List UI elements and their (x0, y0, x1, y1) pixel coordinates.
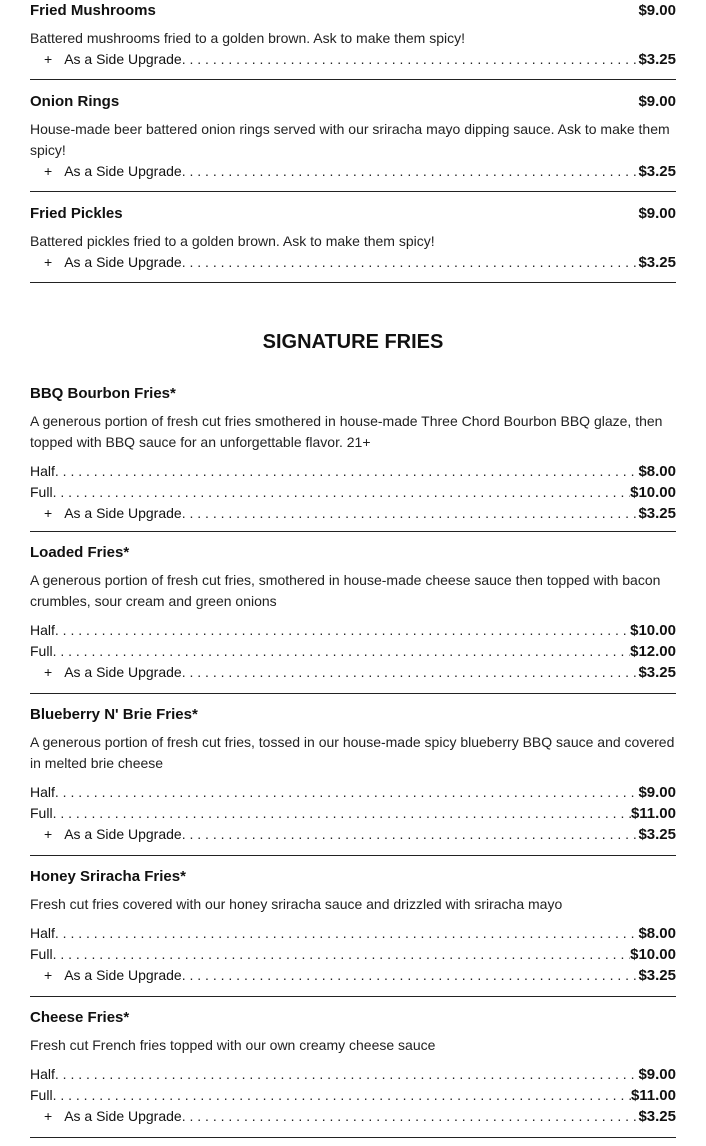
full-row (30, 1085, 676, 1106)
half-label: Half (30, 463, 55, 479)
menu-item (30, 0, 676, 80)
leader-dots (182, 503, 639, 524)
item-description: Battered mushrooms fried to a golden brown. Ask to make them spicy! (30, 30, 465, 46)
upgrade-price: $3.25 (638, 51, 676, 68)
item-description: Fresh cut fries covered with our honey sriracha sauce and drizzled with sriracha mayo (30, 896, 563, 912)
item-description: Battered pickles fried to a golden brown. Ask to make them spicy! (30, 233, 435, 249)
leader-dots (53, 944, 631, 965)
leader-dots (182, 662, 639, 683)
upgrade-row (30, 161, 676, 182)
plus-icon: + (44, 505, 53, 521)
item-name: Fried Pickles (30, 205, 123, 222)
menu-item (30, 80, 676, 192)
plus-icon: + (44, 826, 53, 842)
plus-icon: + (44, 1108, 53, 1124)
menu-item (30, 385, 676, 532)
upgrade-row (30, 49, 676, 70)
half-price: $9.00 (638, 1066, 676, 1083)
half-price: $8.00 (638, 925, 676, 942)
leader-dots (53, 1085, 631, 1106)
upgrade-label: As a Side Upgrade (64, 664, 182, 680)
upgrade-row (30, 1106, 676, 1127)
upgrade-label: As a Side Upgrade (64, 967, 182, 983)
half-label: Half (30, 622, 55, 638)
leader-dots (182, 252, 639, 273)
item-name: Fried Mushrooms (30, 2, 156, 19)
item-name: BBQ Bourbon Fries* (30, 385, 176, 402)
full-row (30, 944, 676, 965)
full-price: $11.00 (630, 805, 676, 822)
full-label: Full (30, 946, 53, 962)
item-description: Fresh cut French fries topped with our own creamy cheese sauce (30, 1037, 436, 1053)
leader-dots (53, 641, 631, 662)
full-price: $10.00 (630, 484, 676, 501)
full-row (30, 641, 676, 662)
full-label: Full (30, 643, 53, 659)
full-label: Full (30, 1087, 53, 1103)
item-price: $9.00 (638, 93, 676, 110)
full-price: $10.00 (630, 946, 676, 963)
upgrade-row (30, 824, 676, 845)
half-row (30, 782, 676, 803)
upgrade-price: $3.25 (638, 254, 676, 271)
upgrade-price: $3.25 (638, 1108, 676, 1125)
leader-dots (53, 803, 631, 824)
plus-icon: + (44, 163, 53, 179)
leader-dots (182, 161, 639, 182)
upgrade-row (30, 503, 676, 524)
half-label: Half (30, 925, 55, 941)
leader-dots (182, 965, 639, 986)
upgrade-label: As a Side Upgrade (64, 826, 182, 842)
item-description: A generous portion of fresh cut fries, tossed in our house-made spicy blueberry BBQ sauce and covered in melted brie cheese (30, 734, 675, 771)
menu-item (30, 997, 676, 1138)
upgrade-row (30, 965, 676, 986)
half-label: Half (30, 784, 55, 800)
leader-dots (55, 923, 639, 944)
full-row (30, 803, 676, 824)
full-price: $12.00 (630, 643, 676, 660)
item-name: Blueberry N' Brie Fries* (30, 706, 198, 723)
plus-icon: + (44, 254, 53, 270)
full-price: $11.00 (630, 1087, 676, 1104)
menu-item (30, 694, 676, 856)
item-name: Onion Rings (30, 93, 120, 110)
half-price: $9.00 (638, 784, 676, 801)
upgrade-price: $3.25 (638, 664, 676, 681)
leader-dots (55, 620, 630, 641)
menu-item (30, 532, 676, 694)
item-description: A generous portion of fresh cut fries, smothered in house-made cheese sauce then topped with bacon crumbles, sour cream and green onions (30, 572, 661, 609)
menu-page (30, 0, 676, 1138)
upgrade-price: $3.25 (638, 163, 676, 180)
half-row (30, 923, 676, 944)
item-price: $9.00 (638, 205, 676, 222)
item-description: A generous portion of fresh cut fries smothered in house-made Three Chord Bourbon BBQ glaze, then topped with BBQ sauce for an unforgettable flavor. 21+ (30, 413, 663, 450)
leader-dots (53, 482, 631, 503)
plus-icon: + (44, 967, 53, 983)
menu-item (30, 856, 676, 997)
leader-dots (55, 461, 639, 482)
upgrade-price: $3.25 (638, 826, 676, 843)
item-name: Cheese Fries* (30, 1009, 130, 1026)
upgrade-price: $3.25 (638, 505, 676, 522)
leader-dots (182, 1106, 639, 1127)
menu-item (30, 192, 676, 283)
item-description: House-made beer battered onion rings served with our sriracha mayo dipping sauce. Ask to make them spicy! (30, 121, 670, 158)
full-label: Full (30, 805, 53, 821)
half-row (30, 461, 676, 482)
upgrade-price: $3.25 (638, 967, 676, 984)
half-row (30, 620, 676, 641)
leader-dots (55, 1064, 639, 1085)
leader-dots (182, 49, 639, 70)
item-name: Loaded Fries* (30, 544, 130, 561)
upgrade-label: As a Side Upgrade (64, 1108, 182, 1124)
half-label: Half (30, 1066, 55, 1082)
upgrade-label: As a Side Upgrade (64, 505, 182, 521)
half-price: $8.00 (638, 463, 676, 480)
section-title: SIGNATURE FRIES (262, 331, 444, 353)
upgrade-row (30, 252, 676, 273)
upgrade-label: As a Side Upgrade (64, 254, 182, 270)
item-price: $9.00 (638, 2, 676, 19)
upgrade-label: As a Side Upgrade (64, 163, 182, 179)
upgrade-row (30, 662, 676, 683)
full-row (30, 482, 676, 503)
leader-dots (182, 824, 639, 845)
upgrade-label: As a Side Upgrade (64, 51, 182, 67)
plus-icon: + (44, 51, 53, 67)
plus-icon: + (44, 664, 53, 680)
half-price: $10.00 (630, 622, 676, 639)
leader-dots (55, 782, 639, 803)
half-row (30, 1064, 676, 1085)
full-label: Full (30, 484, 53, 500)
item-name: Honey Sriracha Fries* (30, 868, 186, 885)
